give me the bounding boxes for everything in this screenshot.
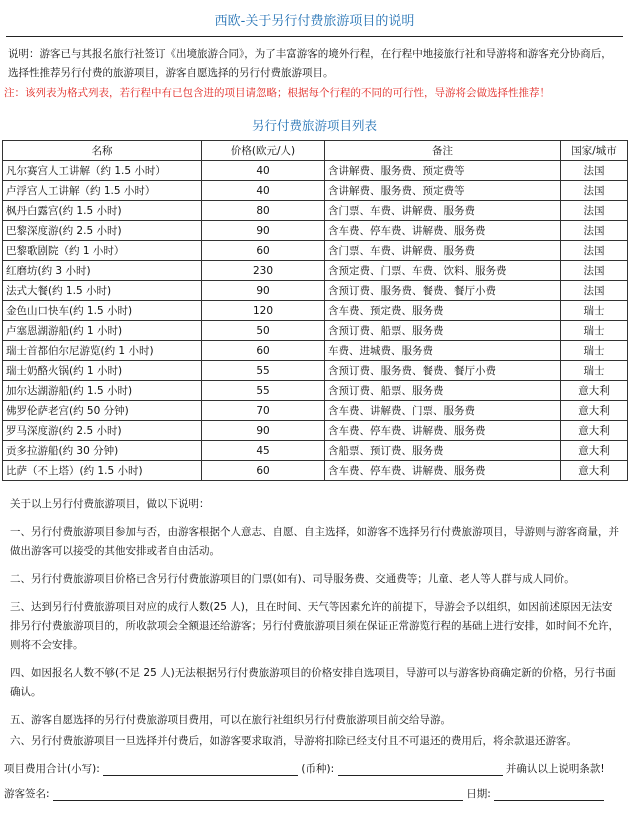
cell-name: 佛罗伦萨老宫(约 50 分钟) bbox=[3, 401, 202, 421]
cell-note: 含车费、停车费、讲解费、服务费 bbox=[325, 421, 561, 441]
cell-note: 含预订费、服务费、餐费、餐厅小费 bbox=[325, 281, 561, 301]
cell-price: 60 bbox=[202, 341, 325, 361]
cell-note: 含预定费、门票、车费、饮料、服务费 bbox=[325, 261, 561, 281]
cell-note: 含车费、停车费、讲解费、服务费 bbox=[325, 461, 561, 481]
cell-note: 含讲解费、服务费、预定费等 bbox=[325, 181, 561, 201]
intro-text: 说明：游客已与其报名旅行社签订《出境旅游合同》，为了丰富游客的境外行程，在行程中地接旅行社和导游将和游客充分协商后，选择性推荐另行付费的旅游项目，游客自愿选择的另行付费旅游项目。 bbox=[8, 48, 612, 79]
cell-country: 法国 bbox=[561, 181, 628, 201]
signature-row bbox=[0, 786, 629, 801]
table-row bbox=[3, 181, 628, 201]
note-text: 注：该列表为格式列表，若行程中有已包含进的项目请忽略；根据每个行程的不同的可行性，导游将会做选择性推荐！ bbox=[4, 87, 550, 99]
date-field[interactable] bbox=[494, 788, 604, 801]
cell-price: 55 bbox=[202, 381, 325, 401]
cell-price: 40 bbox=[202, 181, 325, 201]
cell-name: 罗马深度游(约 2.5 小时) bbox=[3, 421, 202, 441]
cell-country: 意大利 bbox=[561, 401, 628, 421]
paragraph-2: 二、另行付费旅游项目价格已含另行付费旅游项目的门票(如有)、司导服务费、交通费等；儿童、老人等人群与成人同价。 bbox=[10, 573, 575, 585]
header-country: 国家/城市 bbox=[561, 141, 628, 161]
cell-country: 法国 bbox=[561, 241, 628, 261]
table-row bbox=[3, 401, 628, 421]
cell-price: 90 bbox=[202, 221, 325, 241]
table-row bbox=[3, 441, 628, 461]
cell-note: 含船票、预订费、服务费 bbox=[325, 441, 561, 461]
header-note: 备注 bbox=[325, 141, 561, 161]
table-title: 另行付费旅游项目列表 bbox=[251, 118, 377, 133]
cell-country: 瑞士 bbox=[561, 341, 628, 361]
cell-price: 50 bbox=[202, 321, 325, 341]
signature-field[interactable] bbox=[53, 788, 463, 801]
paragraph-5: 五、游客自愿选择的另行付费旅游项目费用，可以在旅行社组织另行付费旅游项目前交给导游。 bbox=[10, 714, 451, 726]
cell-country: 意大利 bbox=[561, 421, 628, 441]
cell-name: 枫丹白露宫(约 1.5 小时) bbox=[3, 201, 202, 221]
cell-note: 含车费、停车费、讲解费、服务费 bbox=[325, 221, 561, 241]
cell-price: 60 bbox=[202, 241, 325, 261]
cell-price: 60 bbox=[202, 461, 325, 481]
table-row bbox=[3, 421, 628, 441]
cell-country: 意大利 bbox=[561, 441, 628, 461]
table-row bbox=[3, 381, 628, 401]
cell-price: 230 bbox=[202, 261, 325, 281]
page-title: 西欧-关于另行付费旅游项目的说明 bbox=[214, 14, 415, 29]
header-name: 名称 bbox=[3, 141, 202, 161]
date-label: 日期: bbox=[466, 788, 491, 800]
cell-note: 含门票、车费、讲解费、服务费 bbox=[325, 241, 561, 261]
cell-country: 意大利 bbox=[561, 381, 628, 401]
confirm-text: 并确认以上说明条款! bbox=[505, 763, 605, 775]
cell-note: 含车费、预定费、服务费 bbox=[325, 301, 561, 321]
cell-country: 瑞士 bbox=[561, 321, 628, 341]
cell-note: 含车费、讲解费、门票、服务费 bbox=[325, 401, 561, 421]
table-row bbox=[3, 221, 628, 241]
optional-tours-table bbox=[2, 140, 628, 481]
cell-name: 金色山口快车(约 1.5 小时) bbox=[3, 301, 202, 321]
cell-price: 120 bbox=[202, 301, 325, 321]
cell-name: 巴黎歌剧院（约 1 小时） bbox=[3, 241, 202, 261]
paragraph-1: 一、另行付费旅游项目参加与否，由游客根据个人意志、自愿、自主选择，如游客不选择另行付费旅游项目，导游则与游客商量，并做出游客可以接受的其他安排或者自由活动。 bbox=[10, 526, 619, 557]
cell-note: 含讲解费、服务费、预定费等 bbox=[325, 161, 561, 181]
header-price: 价格(欧元/人) bbox=[202, 141, 325, 161]
table-row bbox=[3, 361, 628, 381]
cell-name: 卢浮宫人工讲解（约 1.5 小时） bbox=[3, 181, 202, 201]
cell-price: 80 bbox=[202, 201, 325, 221]
cell-price: 45 bbox=[202, 441, 325, 461]
cell-country: 法国 bbox=[561, 281, 628, 301]
cell-country: 法国 bbox=[561, 201, 628, 221]
cell-country: 法国 bbox=[561, 221, 628, 241]
currency-label: (币种): bbox=[301, 763, 335, 775]
cell-price: 40 bbox=[202, 161, 325, 181]
table-row bbox=[3, 161, 628, 181]
table-row bbox=[3, 201, 628, 221]
table-row bbox=[3, 301, 628, 321]
cell-note: 含预订费、船票、服务费 bbox=[325, 321, 561, 341]
table-row bbox=[3, 241, 628, 261]
total-fee-label: 项目费用合计(小写): bbox=[4, 763, 100, 775]
cell-country: 瑞士 bbox=[561, 361, 628, 381]
cell-note: 含门票、车费、讲解费、服务费 bbox=[325, 201, 561, 221]
cell-price: 90 bbox=[202, 421, 325, 441]
cell-country: 法国 bbox=[561, 161, 628, 181]
paragraph-6: 六、另行付费旅游项目一旦选择并付费后，如游客要求取消，导游将扣除已经支付且不可退还的费用后，将余款退还游客。 bbox=[10, 735, 577, 747]
total-fee-field[interactable] bbox=[103, 763, 298, 776]
total-fee-row bbox=[0, 761, 629, 776]
table-row bbox=[3, 261, 628, 281]
currency-field[interactable] bbox=[338, 763, 503, 776]
table-row bbox=[3, 281, 628, 301]
cell-price: 70 bbox=[202, 401, 325, 421]
cell-note: 含预订费、船票、服务费 bbox=[325, 381, 561, 401]
table-row bbox=[3, 341, 628, 361]
paragraph-4: 四、如因报名人数不够(不足 25 人)无法根据另行付费旅游项目的价格安排自选项目，导游可以与游客协商确定新的价格，另行书面确认。 bbox=[10, 667, 616, 698]
cell-name: 凡尔赛宫人工讲解（约 1.5 小时） bbox=[3, 161, 202, 181]
cell-name: 卢塞恩湖游船(约 1 小时) bbox=[3, 321, 202, 341]
cell-price: 90 bbox=[202, 281, 325, 301]
cell-note: 含预订费、服务费、餐费、餐厅小费 bbox=[325, 361, 561, 381]
cell-country: 法国 bbox=[561, 261, 628, 281]
cell-country: 瑞士 bbox=[561, 301, 628, 321]
cell-name: 比萨（不上塔）(约 1.5 小时) bbox=[3, 461, 202, 481]
cell-name: 法式大餐(约 1.5 小时) bbox=[3, 281, 202, 301]
table-row bbox=[3, 461, 628, 481]
cell-country: 意大利 bbox=[561, 461, 628, 481]
cell-name: 贡多拉游船(约 30 分钟) bbox=[3, 441, 202, 461]
cell-name: 加尔达湖游船(约 1.5 小时) bbox=[3, 381, 202, 401]
cell-name: 红磨坊(约 3 小时) bbox=[3, 261, 202, 281]
cell-note: 车费、进城费、服务费 bbox=[325, 341, 561, 361]
cell-name: 瑞士奶酪火锅(约 1 小时) bbox=[3, 361, 202, 381]
cell-name: 巴黎深度游(约 2.5 小时) bbox=[3, 221, 202, 241]
explain-title: 关于以上另行付费旅游项目，做以下说明： bbox=[10, 498, 210, 510]
cell-name: 瑞士首都伯尔尼游览(约 1 小时) bbox=[3, 341, 202, 361]
table-header-row bbox=[3, 141, 628, 161]
cell-price: 55 bbox=[202, 361, 325, 381]
paragraph-3: 三、达到另行付费旅游项目对应的成行人数(25 人)，且在时间、天气等因素允许的前提下，导游会予以组织，如因前述原因无法安排另行付费旅游项目的，所收款项会全额退还给游客；另行付费旅游项目须在保证正常游览行程的基础上进行安排，如时间不允许，则将不会安排。 bbox=[10, 601, 619, 651]
table-row bbox=[3, 321, 628, 341]
sign-label: 游客签名: bbox=[4, 788, 50, 800]
